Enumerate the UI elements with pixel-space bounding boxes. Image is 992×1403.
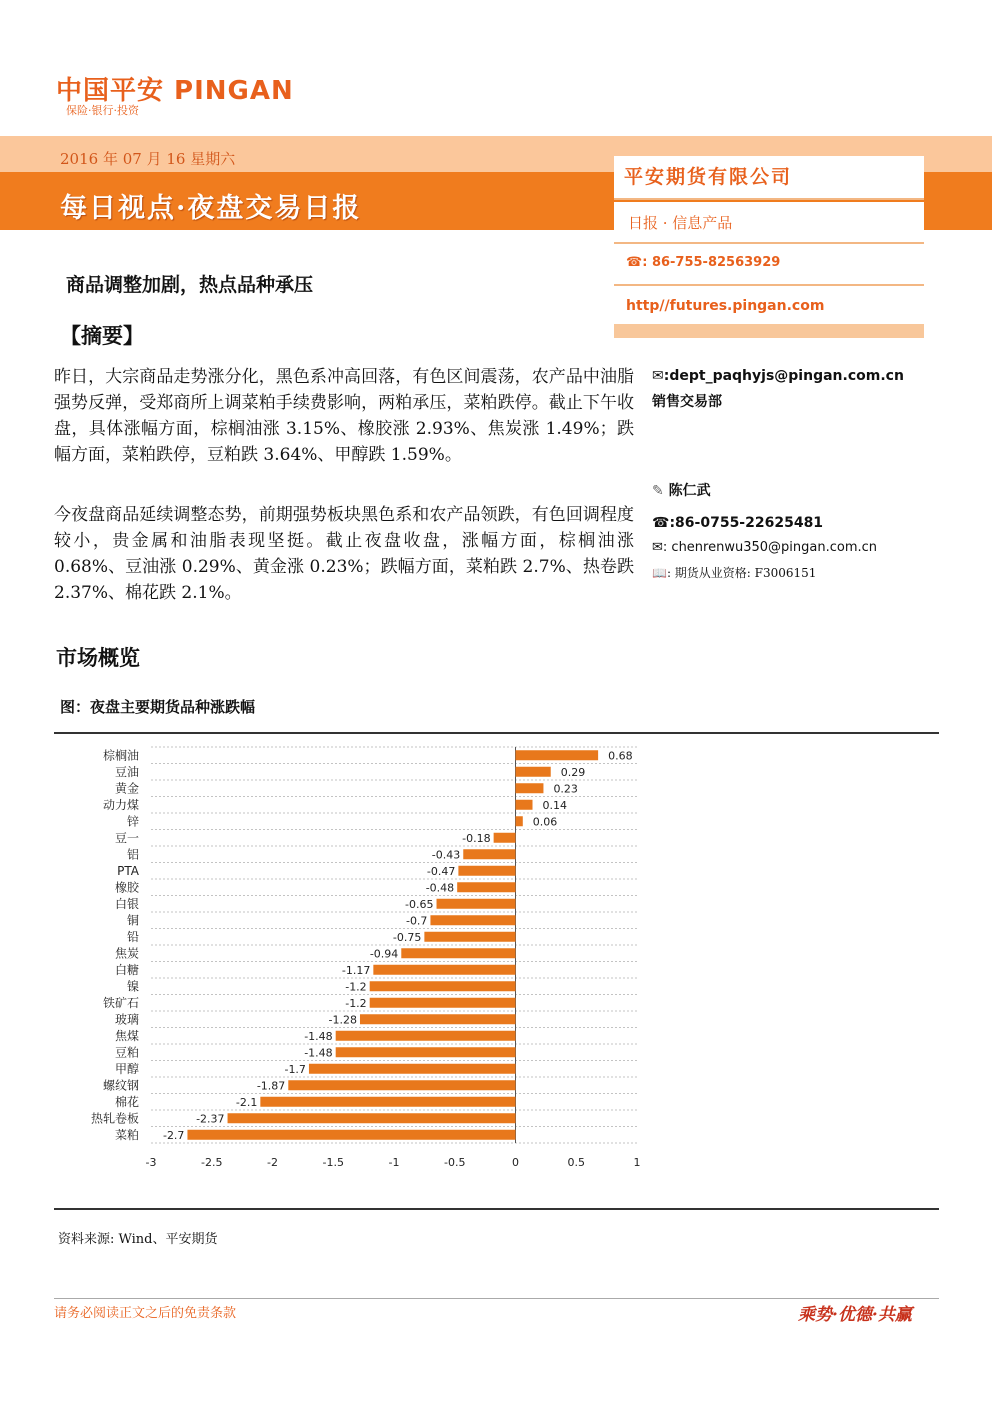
panel-bar	[614, 324, 924, 338]
data-label: 0.68	[608, 749, 633, 763]
mail-icon: ✉	[652, 540, 663, 555]
data-label: -1.48	[304, 1029, 333, 1043]
category-label: 焦煤	[114, 1028, 139, 1043]
category-label: PTA	[117, 863, 139, 878]
chart-bar	[457, 882, 515, 892]
category-label: 铝	[126, 847, 139, 862]
analyst-email[interactable]: : chenrenwu350@pingan.com.cn	[662, 540, 877, 555]
chart-bar	[430, 915, 515, 925]
data-label: -2.37	[196, 1112, 225, 1126]
analyst-phone: :86-0755-22625481	[669, 515, 824, 531]
report-type-box	[614, 202, 924, 244]
phone-icon: ☎:	[626, 255, 648, 270]
x-tick-label: 1	[633, 1156, 641, 1169]
category-label: 棉花	[114, 1094, 139, 1109]
disclaimer[interactable]: 请务必阅读正文之后的免责条款	[54, 1306, 237, 1321]
data-label: -1.7	[284, 1062, 306, 1076]
chart-bar	[494, 833, 516, 843]
x-tick-label: -2	[267, 1156, 278, 1169]
license-row	[652, 564, 816, 581]
data-label: -0.65	[405, 897, 434, 911]
data-label: 0.29	[560, 765, 586, 779]
analyst-name: 陈仁武	[668, 483, 711, 499]
company-url[interactable]: http//futures.pingan.com	[626, 298, 825, 314]
category-label: 白糖	[114, 962, 139, 977]
chart-bar	[336, 1031, 516, 1041]
chart-bar	[463, 849, 515, 859]
mail-icon: ✉	[652, 368, 664, 384]
category-label: 豆一	[114, 830, 139, 845]
chart-bar	[360, 1014, 516, 1024]
category-label: 铅	[126, 929, 139, 944]
x-tick-label: -1.5	[322, 1156, 344, 1169]
chart-bar	[370, 998, 516, 1008]
abstract-paragraph-2: 今夜盘商品延续调整态势，前期强势板块黑色系和农产品领跌，有色回调程度较小，贵金属和油脂表现坚挺。截止夜盘收盘，涨幅方面，棕榈油涨 0.68%、豆油涨 0.29%、黄金涨 0.23%；跌幅方面，菜粕跌 2.7%、热卷跌 2.37%、棉花跌 2.1%。	[54, 505, 634, 603]
data-label: -2.1	[235, 1095, 258, 1109]
report-title: 每日视点·夜盘交易日报	[60, 193, 362, 224]
license: : 期货从业资格: F3006151	[666, 566, 817, 580]
report-type: 日报 · 信息产品	[628, 214, 733, 232]
data-label: -0.43	[431, 848, 461, 862]
data-label: -0.94	[369, 947, 399, 961]
data-label: -1.2	[345, 980, 367, 994]
company-name: 平安期货有限公司	[624, 166, 793, 188]
data-label: -0.47	[426, 864, 456, 878]
chart-bar	[336, 1047, 516, 1057]
data-label: -1.48	[304, 1046, 333, 1060]
analyst-phone-row	[652, 515, 823, 531]
bar-chart	[54, 736, 939, 1208]
chart-bar	[187, 1130, 515, 1140]
data-label: -0.18	[462, 831, 491, 845]
category-label: 黄金	[114, 781, 139, 796]
pen-icon: ✎	[652, 483, 664, 499]
report-date: 2016 年 07 月 16 星期六	[60, 150, 236, 168]
category-label: 铁矿石	[102, 995, 139, 1010]
data-label: -0.7	[405, 914, 428, 928]
category-label: 白银	[114, 896, 139, 911]
chart-bar	[309, 1064, 516, 1074]
headline: 商品调整加剧，热点品种承压	[66, 274, 314, 296]
data-label: 0.14	[542, 798, 568, 812]
chart-top-rule	[54, 732, 939, 734]
category-label: 豆粕	[114, 1045, 139, 1060]
category-label: 锌	[126, 814, 139, 829]
chart-bottom-rule	[54, 1208, 939, 1210]
data-label: -2.7	[162, 1128, 185, 1142]
data-label: -0.75	[392, 930, 422, 944]
x-tick-label: -1	[388, 1156, 400, 1169]
abstract-paragraph-1: 昨日，大宗商品走势涨分化，黑色系冲高回落，有色区间震荡，农产品中油脂强势反弹，受郑商所上调菜粕手续费影响，两粕承压，菜粕跌停。截止下午收盘，具体涨幅方面，棕榈油涨 3.15%、橡胶涨 2.93%、焦炭涨 1.49%；跌幅方面，菜粕跌停，豆粕跌 3.64%、甲醇跌 1.59%。	[54, 367, 634, 465]
data-label: 0.06	[532, 815, 558, 829]
figure-source: 资料来源: Wind、平安期货	[58, 1232, 218, 1247]
dept-name: 销售交易部	[652, 394, 722, 410]
figure-title: 图：夜盘主要期货品种涨跌幅	[60, 698, 256, 716]
category-label: 镍	[126, 979, 139, 994]
category-label: 甲醇	[114, 1061, 139, 1076]
footer-rule	[54, 1298, 939, 1299]
chart-bar	[228, 1113, 516, 1123]
book-icon: 📖	[652, 566, 667, 580]
company-phone: 86-755-82563929	[651, 255, 781, 270]
data-label: -1.87	[256, 1079, 286, 1093]
category-label: 热轧卷板	[90, 1111, 139, 1126]
slogan: 乘势·优德·共赢	[798, 1305, 912, 1325]
dept-email-row	[652, 368, 904, 384]
section-heading: 市场概览	[56, 645, 140, 670]
x-tick-label: -3	[145, 1156, 157, 1169]
chart-bar	[516, 783, 544, 793]
category-label: 铜	[126, 913, 139, 928]
chart-bar	[260, 1097, 515, 1107]
abstract-heading: 【摘要】	[60, 323, 144, 348]
data-label: 0.23	[553, 782, 578, 796]
analyst-row	[652, 480, 711, 500]
dept-email[interactable]: :dept_paqhyjs@pingan.com.cn	[663, 368, 904, 384]
data-label: -1.2	[345, 996, 367, 1010]
phone-icon: ☎	[652, 515, 670, 531]
x-tick-label: 0	[512, 1156, 519, 1169]
company-phone-row	[626, 255, 780, 270]
x-tick-label: 0.5	[567, 1156, 585, 1169]
logo: 中国平安 PINGAN	[56, 76, 294, 106]
chart-bar	[424, 932, 515, 942]
category-label: 棕榈油	[102, 748, 139, 763]
analyst-email-row	[652, 540, 877, 555]
category-label: 螺纹钢	[102, 1078, 139, 1093]
chart-bar	[373, 965, 515, 975]
x-tick-label: -0.5	[444, 1156, 466, 1169]
data-label: -1.17	[341, 963, 371, 977]
category-label: 焦炭	[114, 946, 139, 961]
data-label: -1.28	[328, 1013, 357, 1027]
chart-bar	[288, 1080, 515, 1090]
chart-bar	[516, 750, 599, 760]
data-label: -0.48	[425, 881, 455, 895]
divider	[614, 284, 924, 286]
chart-bar	[516, 767, 551, 777]
category-label: 橡胶	[114, 880, 139, 895]
category-label: 动力煤	[102, 797, 139, 812]
logo-subtitle: 保险·银行·投资	[66, 104, 139, 117]
chart-bar	[370, 981, 516, 991]
category-label: 菜粕	[114, 1127, 139, 1142]
chart-bar	[516, 816, 523, 826]
company-box	[614, 156, 924, 200]
chart-bar	[516, 800, 533, 810]
x-tick-label: -2.5	[201, 1156, 223, 1169]
chart-bar	[458, 866, 515, 876]
chart-bar	[401, 948, 515, 958]
category-label: 玻璃	[114, 1012, 139, 1027]
chart-bar	[437, 899, 516, 909]
category-label: 豆油	[114, 764, 139, 779]
